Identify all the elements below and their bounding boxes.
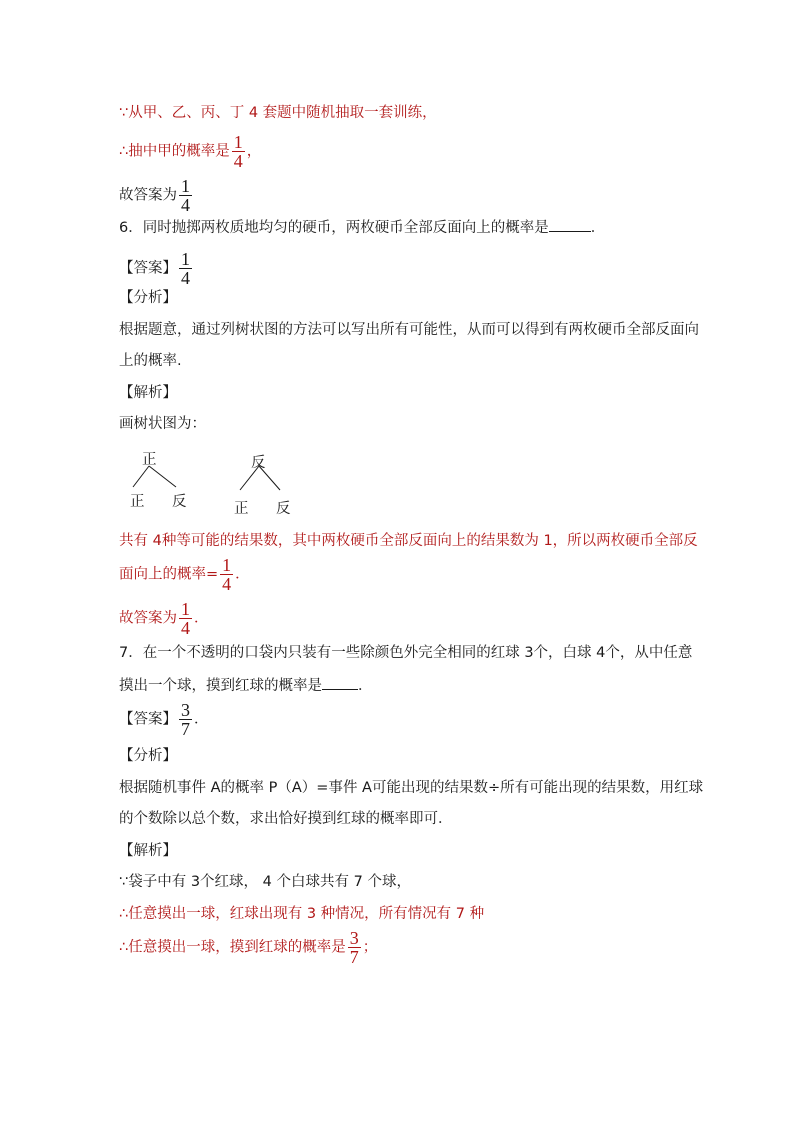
- text: ．: [358, 678, 373, 694]
- tree-right-root: 反: [251, 455, 266, 471]
- question-text: 6．同时抛掷两枚质地均匀的硬币，两枚硬币全部反面向上的概率是: [119, 220, 549, 236]
- numerator: 1: [222, 555, 232, 575]
- line-answer-5: [119, 177, 194, 214]
- tree-diagram: [120, 445, 320, 515]
- q7-solution-line-2: ∴任意摸出一球，红球出现有 3 种情况，所有情况有 7 种: [119, 906, 485, 922]
- text: ∴抽中甲的概率是: [119, 143, 230, 160]
- fraction: [348, 929, 361, 966]
- q6-analysis-line-2: 上的概率.: [119, 353, 182, 369]
- numerator: 3: [181, 700, 190, 720]
- denominator: 4: [181, 195, 190, 215]
- answer-label: 【答案】: [119, 711, 177, 728]
- text: 面向上的概率=: [119, 566, 219, 583]
- denominator: 7: [349, 947, 359, 967]
- denominator: 4: [181, 268, 190, 288]
- line-probability-jia: [119, 133, 261, 170]
- text: 故答案为: [119, 610, 177, 627]
- text: ．: [194, 610, 209, 627]
- q7-analysis-line-2: 的个数除以总个数，求出恰好摸到红球的概率即可．: [119, 811, 453, 827]
- numerator: 1: [181, 599, 190, 619]
- q6-result-line-1: 共有 4种等可能的结果数，其中两枚硬币全部反面向上的结果数为 1，所以两枚硬币全部反: [119, 533, 698, 549]
- q7-solution-line-3: [119, 929, 377, 966]
- q6-solution-label: 【解析】: [119, 385, 177, 401]
- text: ．: [235, 566, 250, 583]
- denominator: 4: [181, 618, 190, 638]
- tree-left-root: 正: [142, 452, 157, 468]
- tree-left-branch-b: 反: [172, 494, 187, 510]
- fraction: [179, 701, 192, 738]
- text: ．: [590, 220, 606, 236]
- tree-left-branch-a: 正: [130, 494, 145, 510]
- q7-solution-line-1: ∵袋子中有 3个红球， 4 个白球共有 7 个球，: [119, 874, 411, 890]
- numerator: 1: [181, 249, 190, 269]
- text: ∴任意摸出一球，摸到红球的概率是: [119, 939, 346, 956]
- text: ．: [194, 711, 209, 728]
- numerator: 1: [233, 132, 243, 152]
- answer-label: 【答案】: [119, 260, 177, 277]
- denominator: 4: [233, 151, 243, 171]
- q7-solution-label: 【解析】: [119, 843, 177, 859]
- text: ，: [246, 143, 262, 160]
- denominator: 7: [181, 719, 190, 739]
- numerator: 1: [181, 176, 190, 196]
- line-condition: ∵从甲、乙、丙、丁 4 套题中随机抽取一套训练，: [119, 105, 437, 121]
- answer-blank: [549, 217, 591, 232]
- numerator: 3: [349, 928, 359, 948]
- q7-answer: [119, 701, 209, 738]
- q6-final-answer: [119, 600, 209, 637]
- q6-solution-line-1: 画树状图为：: [119, 416, 206, 432]
- q6-answer: [119, 250, 194, 287]
- fraction: [179, 250, 192, 287]
- text: 故答案为: [119, 187, 177, 204]
- fraction: [232, 133, 245, 170]
- q6-analysis-line-1: 根据题意，通过列树状图的方法可以写出所有可能性，从而可以得到有两枚硬币全部反面向: [119, 322, 699, 338]
- q6-analysis-label: 【分析】: [119, 290, 177, 306]
- q7-analysis-line-1: 根据随机事件 A的概率 P（A）=事件 A可能出现的结果数÷所有可能出现的结果数，用红球: [119, 780, 704, 796]
- tree-right-branch-b: 反: [276, 501, 291, 517]
- text: ；: [362, 939, 378, 956]
- question-6: [119, 217, 605, 238]
- question-text: 摸出一个球，摸到红球的概率是: [119, 678, 322, 694]
- fraction: [179, 600, 192, 637]
- denominator: 4: [222, 574, 232, 594]
- question-7-line-1: 7．在一个不透明的口袋内只装有一些除颜色外完全相同的红球 3个，白球 4个，从中任意: [119, 645, 693, 661]
- tree-right-branch-a: 正: [234, 501, 249, 517]
- q7-analysis-label: 【分析】: [119, 748, 177, 764]
- fraction: [179, 177, 192, 214]
- q6-result-line-2: [119, 556, 250, 593]
- answer-blank: [322, 675, 358, 690]
- fraction: [220, 556, 233, 593]
- question-7-line-2: [119, 675, 373, 696]
